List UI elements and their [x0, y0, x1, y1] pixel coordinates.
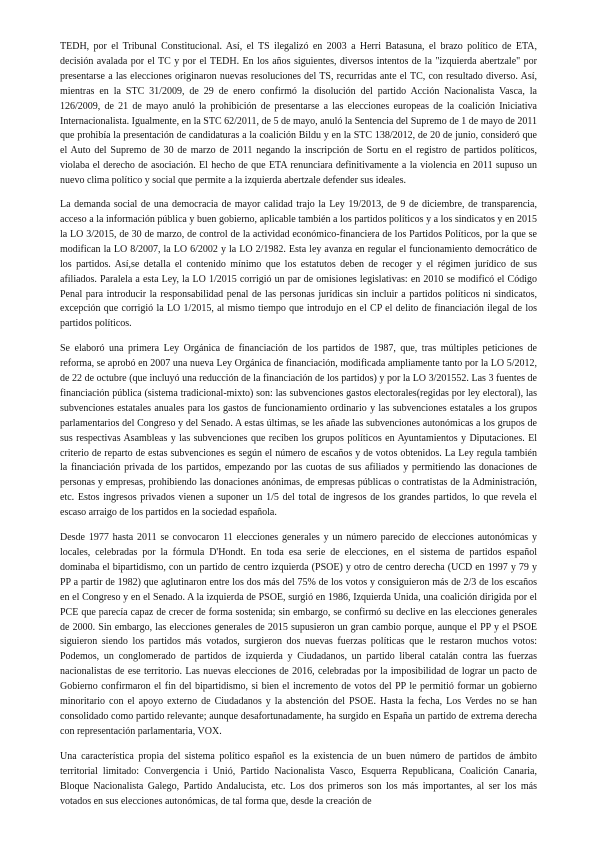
paragraph-5: Una característica propia del sistema político español es la existencia de un buen número de partidos de ámbito territorial limitado: Convergencia i Unió, Partido Nacionalista Vasco, Esquerra Republicana, Coalición Canaria, Bloque Nacionalista Galego, Partido Andalucista, etc. Los dos primeros son los más importantes, al ser los más votados en sus elecciones autonómicas, de tal forma que, desde la creación de [60, 750, 537, 807]
paragraph-1: TEDH, por el Tribunal Constitucional. Así, el TS ilegalizó en 2003 a Herri Batasuna, el brazo político de ETA, decisión avalada por el TC y por el TEDH. En los años siguientes, diversos intentos de la "izquierda abertzale" por presentarse a las elecciones originaron nuevas resoluciones del TS, recurridas ante el TC, con resultado diverso. Así, mientras en la STC 31/2009, de 29 de enero confirmó la disolución del partido Acción Nacionalista Vasca, la 126/2009, de 21 de mayo anuló la prohibición de presentarse a las elecciones europeas de la coalición Iniciativa Internacionalista. Igualmente, en la STC 62/2011, de 5 de mayo, anuló la Sentencia del Supremo de 1 de mayo de 2011 que prohibía la presentación de candidaturas a la coalición Bildu y en la STC 138/2012, de 20 de junio, consideró que el Auto del Supremo de 30 de marzo de 2011 negando la inscripción de Sortu en el registro de partidos políticos, violaba el derecho de asociación. El hecho de que ETA renunciara definitivamente a la violencia en 2011 supuso un nuevo clima político y social que permite a la izquierda abertzale defender sus ideales. [60, 41, 537, 187]
paragraph-4: Desde 1977 hasta 2011 se convocaron 11 elecciones generales y un número parecido de elecciones autonómicas y locales, celebradas por la fórmula D'Hondt. En toda esa serie de elecciones, en el sistema de partidos español dominaba el bipartidismo, con un partido de centro izquierda (PSOE) y otro de centro derecha (UCD en 1997 y 79 y PP a partir de 1982) que aglutinaron entre los dos más del 75% de los votos y consiguieron más de 2/3 de los escaños en el Congreso y en el Senado. A la izquierda de PSOE, surgió en 1986, Izquierda Unida, una coalición dirigida por el PCE que parecía capaz de crecer de forma sostenida; sin embargo, se confirmó su declive en las elecciones generales de 2000. Sin embargo, las elecciones generales de 2015 supusieron un gran cambio porque, aunque el PP y el PSOE siguieron siendo los partidos más votados, surgieron dos nuevas fuerzas políticas que le restaron muchos votos: Podemos, un conglomerado de partidos de izquierda y Ciudadanos, un partido liberal catalán contra las fuerzas nacionalistas de ese territorio. Las nuevas elecciones de 2016, celebradas por la imposibilidad de lograr un pacto de Gobierno confirmaron el fin del bipartidismo, si bien el incremento de votos del PP le permitió formar un gobierno minoritario con el apoyo externo de Ciudadanos y la abstención del PSOE. Hasta la fecha, Los Verdes no se han consolidado como partido relevante; aunque desafortunadamente, ha surgido en España un partido de extrema derecha con representación parlamentaria, VOX. [60, 532, 537, 737]
paragraph-3: Se elaboró una primera Ley Orgánica de financiación de los partidos de 1987, que, tras múltiples peticiones de reforma, se aprobó en 2007 una nueva Ley Orgánica de financiación, modificada ampliamente tanto por la LO 5/2012, de 22 de octubre (que incluyó una reducción de la financiación de los partidos) y por la LO 3/201552. Las 3 fuentes de financiación pública (sistema tradicional-mixto) son: las subvenciones gastos electorales(regidas por ley electoral), las subvenciones estatales anuales para los gastos de funcionamiento ordinario y las subvenciones estatales a los grupos parlamentarios del Congreso y del Senado. A estas últimas, se les añade las subvenciones autonómicas a los grupos de sus respectivas Asambleas y las subvenciones que reciben los grupos políticos en Ayuntamientos y Diputaciones. El criterio de reparto de estas subvenciones es según el número de escaños y de votos obtenidos. La Ley regula también la financiación privada de los partidos, empezando por las cuotas de sus afiliados y permitiendo las donaciones de personas y empresas, prohibiendo las donaciones anónimas, de empresas públicas o contratistas de la Administración, etc. Estos ingresos privados vienen a suponer un 1/5 del total de ingresos de los grandes partidos, lo que revela el escaso arraigo de los partidos en la sociedad española. [60, 343, 537, 519]
paragraph-2: La demanda social de una democracia de mayor calidad trajo la Ley 19/2013, de 9 de diciembre, de transparencia, acceso a la información pública y buen gobierno, aplicable también a los partidos políticos y a los sindicatos y en 2015 la LO 3/2015, de 30 de marzo, de control de la actividad económico-financiera de los Partidos Políticos, por la que se modifican la LO 8/2007, la LO 6/2002 y la LO 2/1982. Esta ley avanza en regular el funcionamiento democrático de los partidos. Así,se detalla el contenido mínimo que los estatutos deben de recoger y el régimen jurídico de sus afiliados. Paralela a esta Ley, la LO 1/2015 corrigió un par de omisiones legislativas: en 2010 se modificó el Código Penal para introducir la responsabilidad penal de las personas jurídicas sin incluir a partidos políticos ni sindicatos, excepción que corrigió la LO 1/2015, al mismo tiempo que introdujo en el CP el delito de financiación ilegal de los partidos políticos. [60, 199, 537, 330]
